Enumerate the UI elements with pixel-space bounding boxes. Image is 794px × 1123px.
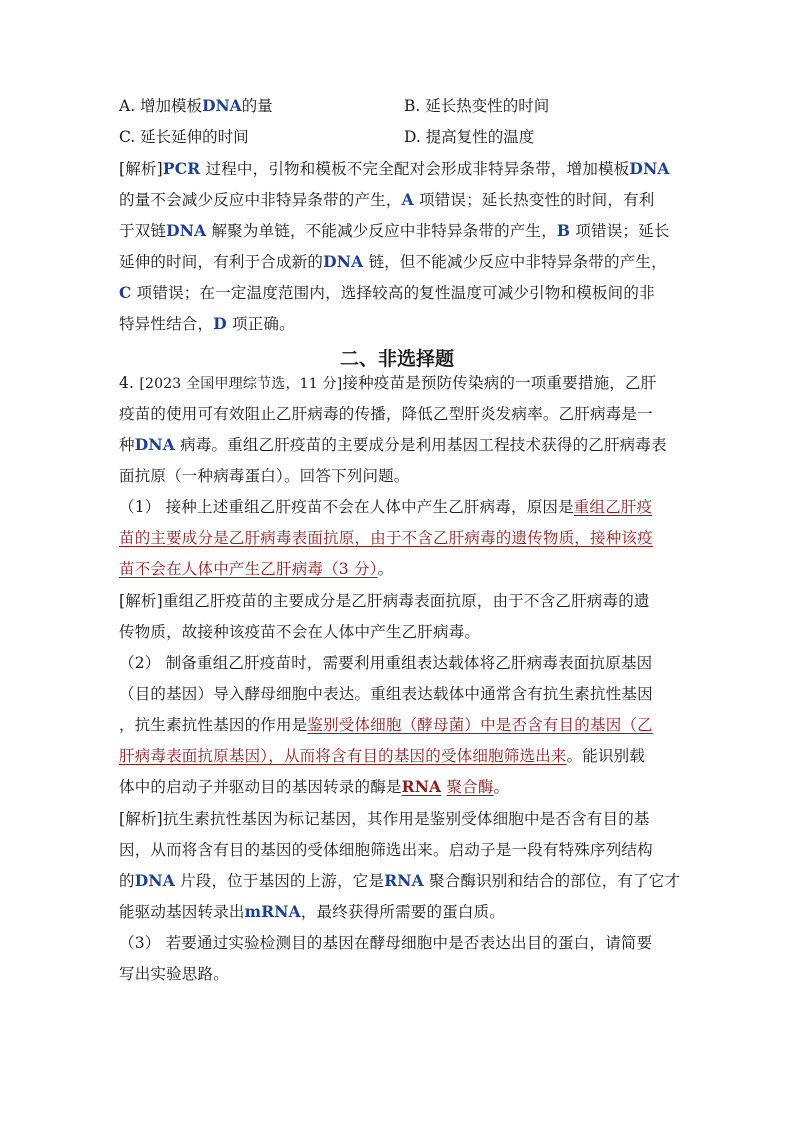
option-a-text: A. 增加模板 xyxy=(119,97,203,115)
analysis3-line2: 因，从而将含有目的基因的受体细胞筛选出来。启动子是一段有特殊序列结构 xyxy=(119,841,653,859)
part1-line2 xyxy=(119,527,653,549)
analysis1-line5: C 项错误；在一定温度范围内，选择较高的复性温度可减少引物和模板间的非 xyxy=(119,283,655,302)
part2-line3: ，抗生素抗性基因的作用是鉴别受体细胞（酵母菌）中是否含有目的基因（乙 xyxy=(119,716,653,734)
analysis1-line4: 延伸的时间，有利于合成新的DNA 链，但不能减少反应中非特异条带的产生， xyxy=(119,252,667,271)
analysis1-line3: 于双链DNA 解聚为单链，不能减少反应中非特异条带的产生，B 项错误；延长 xyxy=(119,221,670,240)
part2-line4: 肝病毒表面抗原基因），从而将含有目的基因的受体细胞筛选出来。能识别载 xyxy=(119,747,646,765)
question4-line2: 疫苗的使用可有效阻止乙肝病毒的传播，降低乙型肝炎发病率。乙肝病毒是一 xyxy=(119,405,653,423)
answer-text: 聚合酶 xyxy=(446,778,494,796)
answer-text: 苗不会在人体中产生乙肝病毒（3 分） xyxy=(119,560,378,578)
answer-text: 苗的主要成分是乙肝病毒表面抗原，由于不含乙肝病毒的遗传物质，接种该疫 xyxy=(119,529,653,547)
option-a xyxy=(119,95,273,117)
part1-line3: 苗不会在人体中产生乙肝病毒（3 分）。 xyxy=(119,560,394,578)
part2-line5: 体中的启动子并驱动目的基因转录的酶是RNA 聚合酶。 xyxy=(119,777,510,796)
option-a-dna: DNA xyxy=(202,96,242,115)
part2-line1: （2） 制备重组乙肝疫苗时，需要利用重组表达载体将乙肝病毒表面抗原基因 xyxy=(119,654,653,672)
option-b: B. 延长热变性的时间 xyxy=(404,97,550,115)
question4-line3: 种DNA 病毒。重组乙肝疫苗的主要成分是利用基因工程技术获得的乙肝病毒表 xyxy=(119,435,667,454)
analysis3-line3: 的DNA 片段，位于基因的上游，它是RNA 聚合酶识别和结合的部位，有了它才 xyxy=(119,871,681,890)
analysis2-line1: [解析]重组乙肝疫苗的主要成分是乙肝病毒表面抗原，由于不含乙肝病毒的遗 xyxy=(119,592,650,610)
question4-line1: 4. [2023 全国甲理综节选，11 分]接种疫苗是预防传染病的一项重要措施，乙肝 xyxy=(119,374,657,392)
part1-line1: （1） 接种上述重组乙肝疫苗不会在人体中产生乙肝病毒，原因是重组乙肝疫 xyxy=(119,498,653,516)
answer-text: 重组乙肝疫 xyxy=(573,498,653,516)
answer-text: 鉴别受体细胞（酵母菌）中是否含有目的基因（乙 xyxy=(307,716,653,734)
answer-text: RNA xyxy=(401,777,442,796)
analysis3-line1: [解析]抗生素抗性基因为标记基因，其作用是鉴别受体细胞中是否含有目的基 xyxy=(119,810,650,828)
analysis2-line2: 传物质，故接种该疫苗不会在人体中产生乙肝病毒。 xyxy=(119,623,481,641)
option-a-text-end: 的量 xyxy=(241,97,273,115)
part3-line2: 写出实验思路。 xyxy=(119,965,229,983)
option-d: D. 提高复性的温度 xyxy=(404,128,535,146)
analysis1-line1: [解析]PCR 过程中，引物和模板不完全配对会形成非特异条带，增加模板DNA xyxy=(119,159,670,178)
part2-line2: （目的基因）导入酵母细胞中表达。重组表达载体中通常含有抗生素抗性基因 xyxy=(119,685,653,703)
question4-line4: 面抗原（一种病毒蛋白）。回答下列问题。 xyxy=(119,467,410,485)
analysis1-line6: 特异性结合，D 项正确。 xyxy=(119,314,295,333)
answer-text: 肝病毒表面抗原基因），从而将含有目的基因的受体细胞筛选出来 xyxy=(119,747,567,765)
question-source: [2023 全国甲理综节选，11 分] xyxy=(139,376,343,392)
option-c: C. 延长延伸的时间 xyxy=(119,128,249,146)
analysis3-line4: 能驱动基因转录出mRNA，最终获得所需要的蛋白质。 xyxy=(119,902,505,921)
part3-line1: （3） 若要通过实验检测目的基因在酵母细胞中是否表达出目的蛋白，请简要 xyxy=(119,934,653,952)
analysis1-line2: 的量不会减少反应中非特异条带的产生，A 项错误；延长热变性的时间，有利 xyxy=(119,190,655,209)
section-title: 二、非选择题 xyxy=(339,348,454,370)
